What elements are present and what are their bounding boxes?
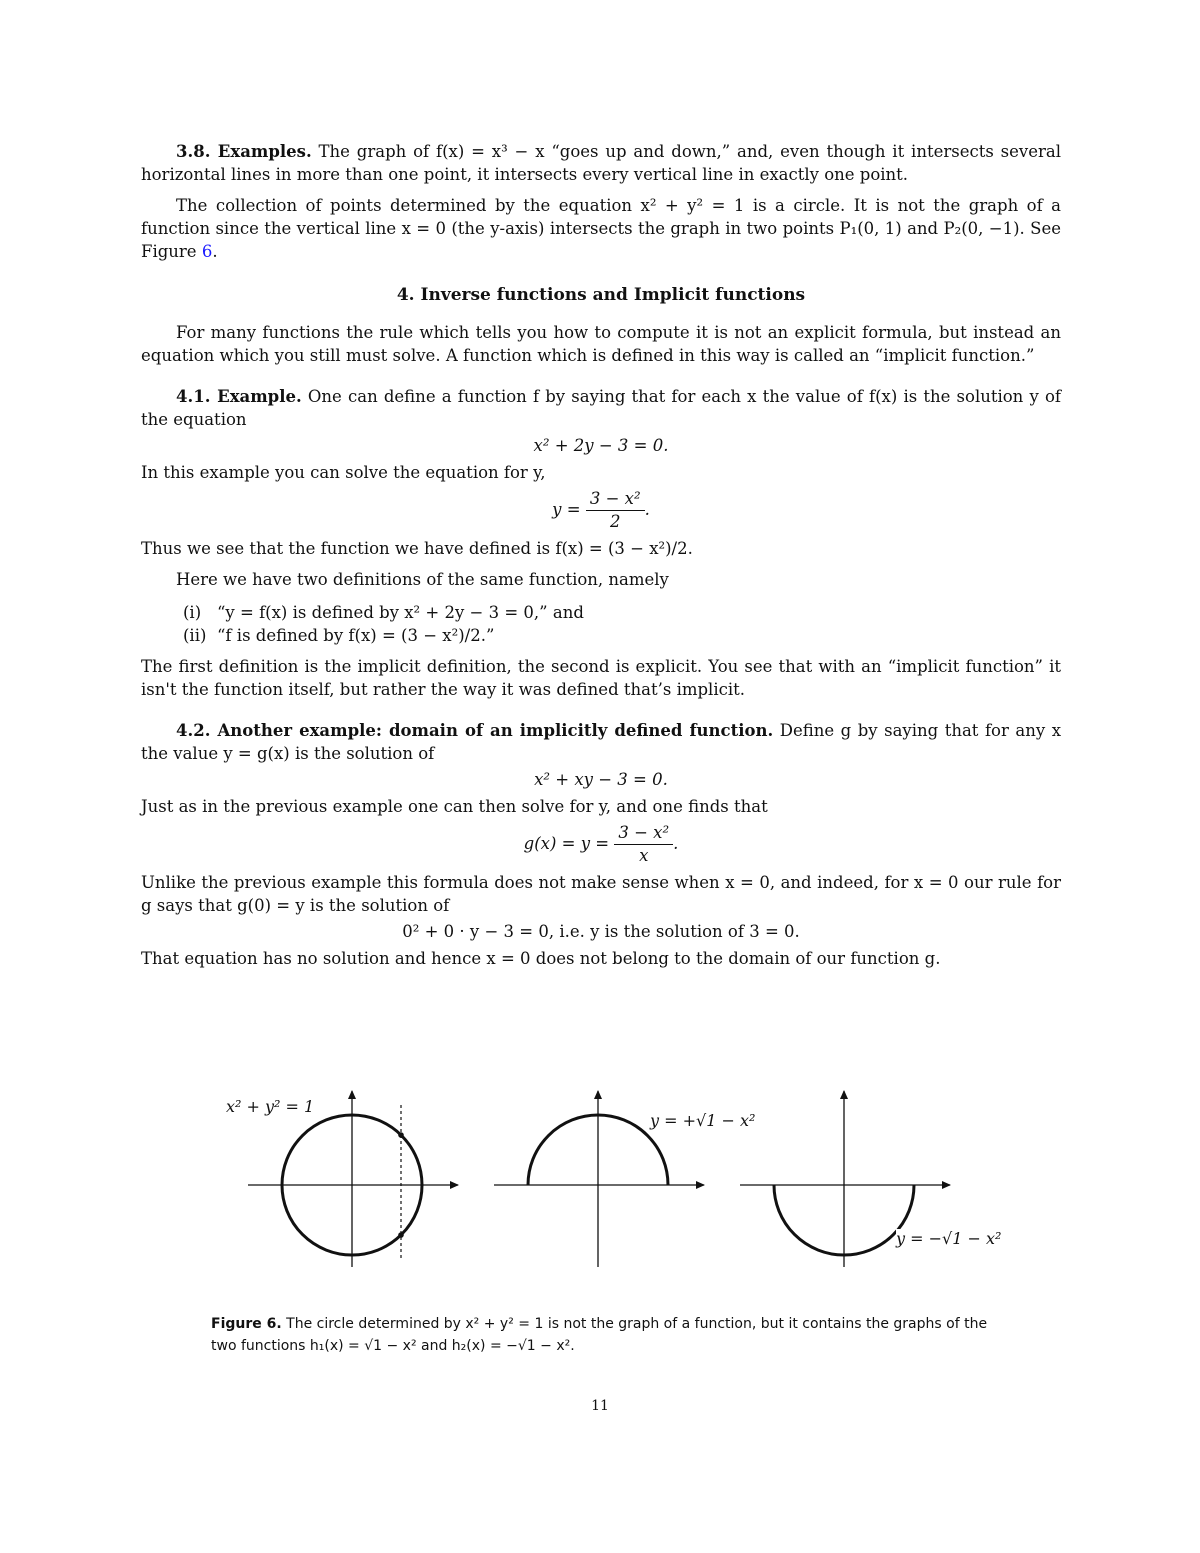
text-3-8-p2: The collection of points determined by the equation x² + y² = 1 is a circle. It is not the graph of a function since the vertical line x = 0 (the y-axis) intersects the graph in two points P₁(0, 1) and P₂(0, −1). See Figure: [141, 196, 1061, 261]
caption-heading: Figure 6.: [211, 1316, 282, 1332]
equation-4-1-b-lhs: y =: [552, 500, 581, 519]
fraction-4-2: [614, 822, 673, 867]
fraction-4-2-den: x: [639, 846, 649, 865]
heading-4-2: 4.2. Another example: domain of an implicitly defined function.: [176, 721, 774, 740]
text-4-2-unlike: Unlike the previous example this formula does not make sense when x = 0, and indeed, for x = 0 our rule for g says that g(0) = y is the solution of: [141, 873, 1061, 915]
text-4-2-solve: Just as in the previous example one can then solve for y, and one finds that: [141, 797, 768, 816]
figure-6: [210, 1085, 1030, 1280]
label-circle-equation: x² + y² = 1: [226, 1097, 315, 1116]
label-lower-function: y = −√1 − x²: [896, 1229, 1002, 1248]
text-3-8-p2-end: .: [212, 242, 218, 261]
definitions-list: [141, 601, 1061, 647]
figure-6-caption: [211, 1313, 1011, 1357]
caption-text: The circle determined by x² + y² = 1 is not the graph of a function, but it contains the graphs of the two functions h₁(x) = √1 − x² and h₂(x) = −√1 − x².: [211, 1316, 988, 1354]
fraction-4-1-num: 3 − x²: [586, 488, 645, 511]
equation-4-1-b-tail: .: [644, 500, 650, 519]
list-item-number: (ii): [183, 626, 207, 645]
text-4-2-conclusion: That equation has no solution and hence x = 0 does not belong to the domain of our function g.: [141, 949, 941, 968]
paragraph-circle: [141, 194, 1061, 263]
equation-4-2-c: 0² + 0 · y − 3 = 0, i.e. y is the solution of 3 = 0.: [402, 922, 800, 941]
list-item: [183, 601, 1061, 624]
paragraph-examples-3-8: [141, 140, 1061, 186]
panel-full-circle: [248, 1091, 458, 1267]
equation-4-2-b-tail: .: [673, 834, 679, 853]
section-4-title: 4. Inverse functions and Implicit functions: [396, 285, 806, 305]
figure-6-graphs: [210, 1085, 1030, 1280]
text-4-1-solve: In this example you can solve the equation for y,: [141, 463, 546, 482]
section-4-intro: For many functions the rule which tells you how to compute it is not an explicit formula, but instead an equation which you still must solve. A function which is defined in this way is called an “implicit function.”: [141, 323, 1061, 365]
intersection-point: [398, 1132, 404, 1138]
figure-6-link[interactable]: 6: [201, 242, 213, 261]
list-item-text: “f is defined by f(x) = (3 − x²)/2.”: [217, 626, 495, 645]
fraction-4-1: [586, 488, 645, 533]
heading-3-8: 3.8. Examples.: [176, 142, 312, 161]
text-4-1-thus: Thus we see that the function we have defined is f(x) = (3 − x²)/2.: [141, 539, 693, 558]
equation-4-2-a: x² + xy − 3 = 0.: [534, 770, 668, 789]
intersection-point: [398, 1232, 404, 1238]
list-item-text: “y = f(x) is defined by x² + 2y − 3 = 0,” and: [217, 603, 584, 622]
paragraph-example-4-1: [141, 385, 1061, 431]
page-number: 11: [591, 1398, 609, 1414]
fraction-4-1-den: 2: [609, 512, 621, 531]
paragraph-example-4-2: [141, 719, 1061, 765]
equation-4-2-b: [141, 822, 1061, 867]
label-upper-function: y = +√1 − x²: [650, 1111, 756, 1130]
text-4-1: One can define a function f by saying that for each x the value of f(x) is the solution y of the equation: [141, 387, 1061, 429]
text-4-1-here: Here we have two definitions of the same function, namely: [176, 570, 669, 589]
equation-4-1-b: [141, 488, 1061, 533]
text-3-8-p1: The graph of f(x) = x³ − x “goes up and down,” and, even though it intersects several horizontal lines in more than one point, it intersects every vertical line in exactly one point.: [141, 142, 1061, 184]
equation-4-1-a: x² + 2y − 3 = 0.: [533, 436, 669, 455]
list-item: [183, 624, 1061, 647]
heading-4-1: 4.1. Example.: [176, 387, 302, 406]
page-body: [141, 140, 1061, 970]
fraction-4-2-num: 3 − x²: [614, 822, 673, 845]
equation-4-2-b-lhs: g(x) = y =: [523, 834, 610, 853]
list-item-number: (i): [183, 603, 202, 622]
text-4-1-closing: The first definition is the implicit definition, the second is explicit. You see that with an “implicit function” it isn't the function itself, but rather the way it was defined that’s implicit.: [141, 657, 1061, 699]
text-4-2: Define g by saying that for any x the value y = g(x) is the solution of: [141, 721, 1061, 763]
